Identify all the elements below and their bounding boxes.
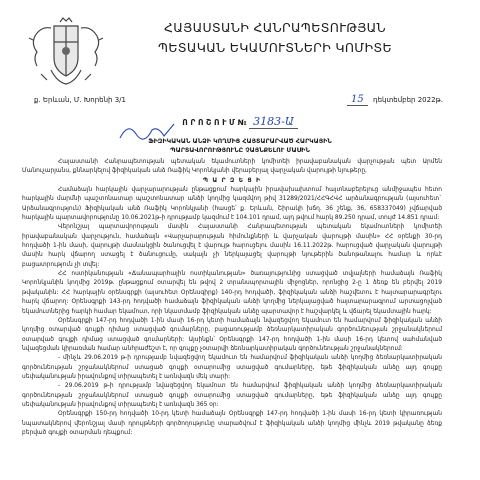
header-line-1: ՀԱՅԱՍՏԱՆԻ ՀԱՆՐԱՊԵՏՈՒԹՅԱՆ [164, 20, 386, 35]
ministry-header [150, 18, 400, 58]
subject-line-1: ՖԻԶԻԿԱԿԱՆ ԱՆՁԻ ԿՈՂՄԻՑ ՀԱՅՏԱՐԱՐՎԱԾ ՀԱՐԿԱՅԻՆ [148, 138, 332, 145]
document-meta [0, 92, 480, 108]
body-paragraph-3: Համաձայն հարկային վարչարարության ընթացքում հարկային իրավախախտում հայտնաբերելուց անմիջապես հետո հարկային մարմնի պաշտոնատար պաշտոնատար անձի կողմից կազմվող թիվ 31289/2021/ՀՀԳՀՎՀ արձանագրության (այսուհետ` Արձանագրություն) Ֆիզիկական անձ Ռաֆիկ Կորոնկյանի (հասցե՝ ք. Երևան, Շիրակի խճղ. 36 շենք, 36, 658337049) չվճարված հարկային պարտավորությունը 10.06.2021թ-ի դրությամբ կազմում է 104.101 դրամ, այդ թվում հարկ 89.250 դրամ, տույժ 14.851 դրամ: [22, 187, 442, 222]
document-body [22, 158, 442, 438]
body-paragraph-9: Օրենսգրքի 150-րդ հոդվածի 10-րդ կետի համաձայն Օրենսգրքի 147-րդ հոդվածի 1-ին մասի 16-րդ կետի կիրառության նպատակներով վերոնշյալ մասի դրույթների գործողությունը տարածվում է ֆիզիկական անձի կողմից մինչև 2019 թվականը ձեռք բերված գույքի օտարման դեպքում: [22, 411, 442, 436]
date-day: 15 [347, 94, 368, 106]
body-paragraph-8: - 29.06.2019 թ-ի դրությամբ նվազեցվող եկամուտ են համարվում ֆիզիկական անձի կողմից ձեռնարկատիրական գործունեության շրջանակներում ստացած գույքի օտարումից ստացված գումարները, եթե ֆիզիկական անձը այդ գույքը սեփականության իրավունքով տիրապետել է առնվազն 365 օր: [22, 383, 442, 408]
body-paragraph-6: Օրենսգրքի 147-րդ հոդվածի 1-ին մասի 16-րդ կետի համաձայն նվազեցվող եկամուտ են համարվում ֆիզիկական անձի կողմից օտարված գույքի դիմաց ստացված գումարները, բացառությամբ ձեռնարկատիրական գործունեության շրջանակներում օտարված գույքի դիմաց ստացված գումարների: Այսինքն՝ Օրենսգրքի 147-րդ հոդվածի 1-ին մասի 16-րդ կետով սահմանված նվազեցման կիրառման համար անհրաժեշտ է, որ գույքը չօտարվի ձեռնարկատիրական գործունեության շրջանակներում: [22, 317, 442, 352]
header-line-2: ՊԵՏԱԿԱՆ ԵԿԱՄՈՒՏՆԵՐԻ ԿՈՄԻՏԵ [158, 40, 392, 55]
armenian-coat-of-arms-emblem [27, 14, 105, 88]
document-place: ք. Երևան, Մ. Խորենի 3/1 [34, 96, 126, 104]
body-paragraph-4: Վերոնշյալ պարտավորության մասին Հայաստանի Հանրապետության պետական եկամուտների կոմիտեի իրավաբանական վարչություն, համաձայն «Վարչարարության հիմունքների և վարչական վարույթի մասին» ՀՀ օրենքի 30-րդ հոդվածի 1-ին մասի, վարույթի մասնակցին ծանուցվել է վարույթ հարուցելու մասին 16.11.2022թ. հարուցված վարչական վարույթի մասին հարկ վճարող ստացել է ծանուցումը, սակայն չի ներկայացել վարույթի նյութերին ծանոթանալու համար և որևէ բացատրություն չի տվել: [22, 224, 442, 268]
document-date [347, 94, 443, 105]
body-paragraph-5: ՀՀ ոստիկանության «Ճանապարհային ոստիկանության» ծառայությունից ստացված տվյալների համաձայն Ռաֆիկ Կորոնկյանին կողմից 2019թ. ընթացքում օտարվել են թվով 2 տրանսպորտային միջոցներ, որոնցից 2-ը 1 ձեռք են բերվել 2019 թվականին: ՀՀ հարկային օրենսգրքի (այսուհետ Օրենսգիրք) 140-րդ հոդվածի, ֆիզիկական անձի հաշվետու է հայտարարագրելու հարկ վճարող: Օրենսգրքի 143-րդ հոդվածի համաձայն ֆիզիկական անձի կողմից ներկայացված հայտարարագրում արտացոլված եկամուտներից հարկի համար եկամուտ, որի նկատմամբ ֆիզիկական անձը պարտավոր է հաշվարկել և վճարել եկամտային հարկ: [22, 271, 442, 315]
subject-line-2: ՊԱՐՏԱՎՈՐՈՒԹՅՈՒՆԸ ՉԱՅՆՔԵԼՈՒ ՄԱՍԻՆ [170, 147, 310, 154]
body-heading-decided: Պ Ա Ր Զ Ե Ց Ի [202, 177, 262, 184]
date-month-year: դեկտեմբեր 2022թ. [372, 96, 443, 104]
order-title [0, 117, 480, 127]
order-subject [0, 137, 480, 155]
order-number: 3183-Ա [249, 115, 298, 129]
order-label: Ո Ր Ո Շ Ո Ւ Մ № [182, 118, 247, 127]
body-paragraph-7: - մինչև 29.06.2019 թ-ի դրությամբ նվազեցվող եկամուտ են համարվում ֆիզիկական անձի կողմից ձեռնարկատիրական գործունեության շրջանակներում ստացած գույքի օտարումից ստացված գումարները, եթե ֆիզիկական անձը այդ գույքը սեփականության իրավունքով տիրապետել է առնվազն մեկ տարի: [22, 355, 442, 380]
body-paragraph-1: Հայաստանի Հանրապետության պետական եկամուտների կոմիտեի իրավաբանական վարչության պետ Արմեն Մանուչարյանս, քննարկելով ֆիզիկական անձ Ռաֆիկ Կորոնկյանի վերաբերյալ վարչական վարույթի նյութերը, [22, 159, 442, 175]
